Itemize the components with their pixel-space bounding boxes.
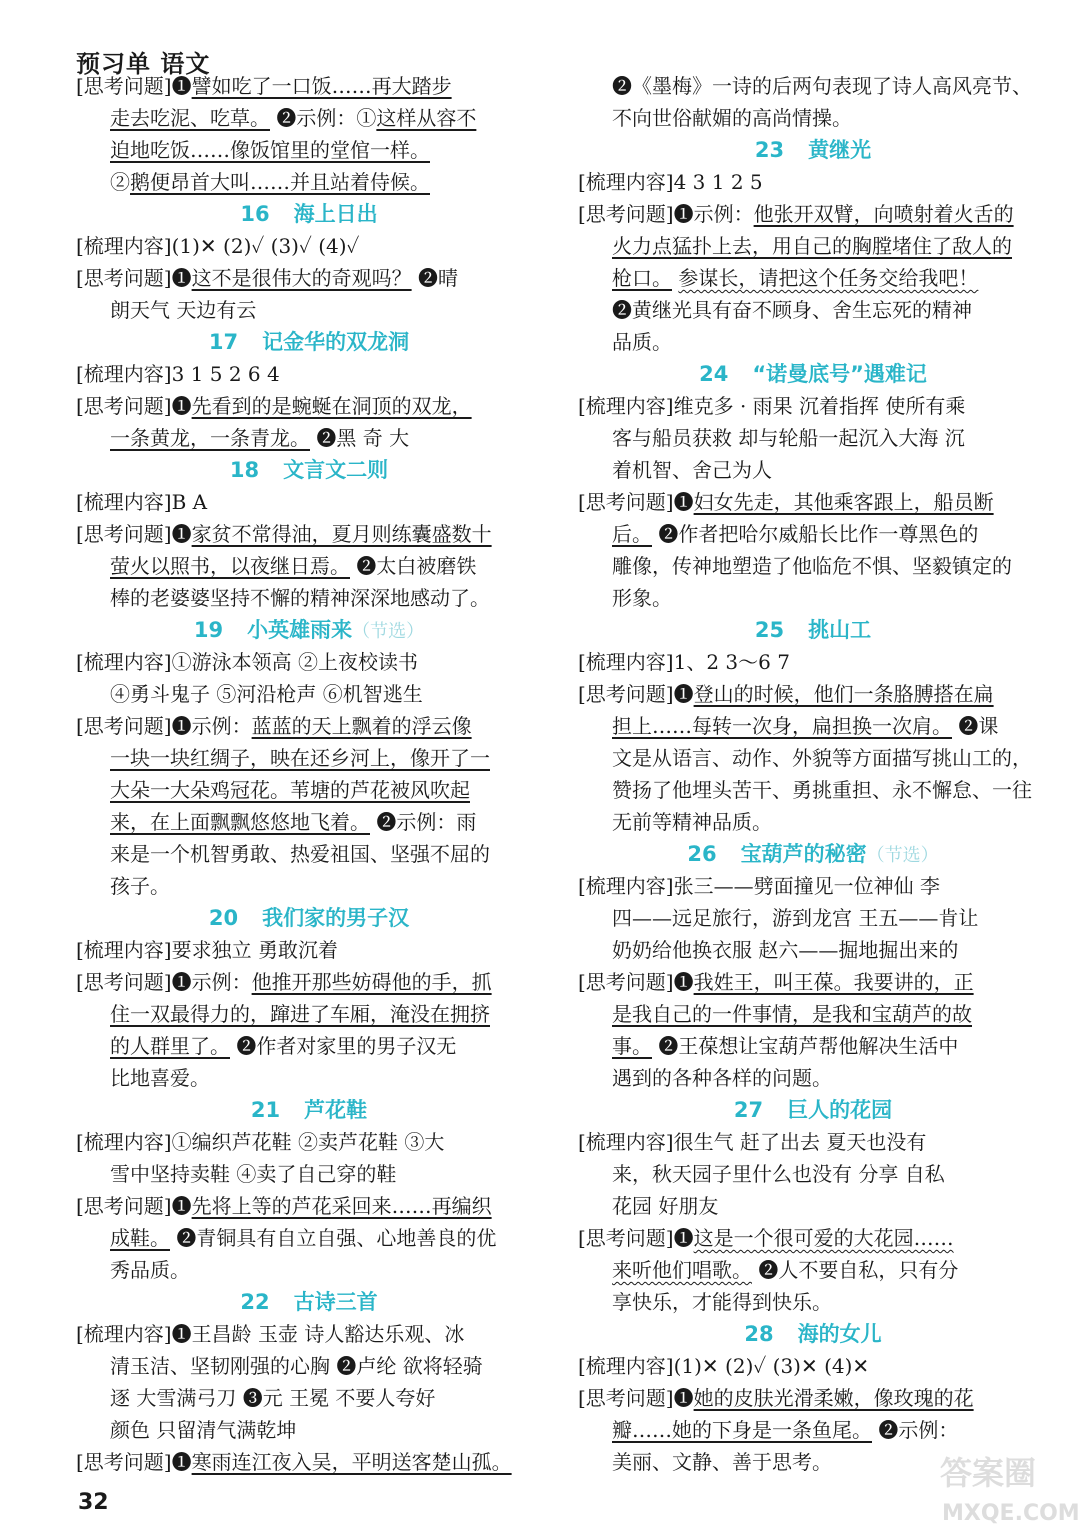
watermark-logo <box>932 1442 1082 1532</box>
wavy-underlined-text: 这是一个很可爱的大花园…… <box>693 1226 954 1250</box>
answer-line <box>578 870 1048 902</box>
underlined-text: 成鞋。 <box>110 1226 170 1250</box>
answer-text: ❷太白被磨铁 <box>350 554 477 578</box>
answer-text: ❷青铜具有自立自强、心地善良的优 <box>170 1226 497 1250</box>
answer-line <box>76 710 542 742</box>
answer-text: ② <box>110 170 130 194</box>
answer-line <box>578 774 1048 806</box>
underlined-text: 我姓王，叫王葆。我要讲的，正 <box>693 970 974 994</box>
answer-line <box>76 1190 542 1222</box>
underlined-text: 的人群里了。 <box>110 1034 230 1058</box>
lesson-title <box>76 902 542 934</box>
lesson-name: 挑山工 <box>808 618 872 642</box>
answer-text: [思考问题]❶ <box>76 74 192 98</box>
answer-text: 奶奶给他换衣服 赵六——掘地掘出来的 <box>612 938 959 962</box>
lesson-number: 27 <box>733 1098 764 1122</box>
answer-line <box>76 774 542 806</box>
answer-text: [梳理内容]B A <box>76 490 208 514</box>
answer-text: 品质。 <box>612 330 672 354</box>
lesson-title <box>578 1094 1048 1126</box>
answer-line <box>76 742 542 774</box>
underlined-text: 登山的时候，他们一条胳膊搭在扁 <box>693 682 994 706</box>
answer-text: [梳理内容]很生气 赶了出去 夏天也没有 <box>578 1130 927 1154</box>
answer-text: 秀品质。 <box>110 1258 190 1282</box>
answer-line <box>578 806 1048 838</box>
answer-text: [思考问题]❶示例： <box>578 202 754 226</box>
answer-text: [梳理内容]维克多 · 雨果 沉着指挥 使所有乘 <box>578 394 966 418</box>
answer-text: [梳理内容]①游泳本领高 ②上夜校读书 <box>76 650 418 674</box>
answer-line <box>76 166 542 198</box>
lesson-subtitle: （节选） <box>352 621 425 642</box>
lesson-title <box>76 326 542 358</box>
answer-line <box>76 934 542 966</box>
lesson-name: 芦花鞋 <box>304 1098 368 1122</box>
answer-line <box>76 262 542 294</box>
underlined-text: 瓣……她的下身是一条鱼尾。 <box>612 1418 872 1442</box>
answer-line <box>76 550 542 582</box>
lesson-title <box>76 1094 542 1126</box>
answer-text: 文是从语言、动作、外貌等方面描写挑山工的， <box>612 746 1032 770</box>
answer-text: 朗天气 天边有云 <box>110 298 257 322</box>
answer-text: [思考问题]❶ <box>76 1450 192 1474</box>
answer-line <box>76 294 542 326</box>
underlined-text: 这不是很伟大的奇观吗？ <box>191 266 412 290</box>
answer-line <box>578 326 1048 358</box>
answer-line <box>76 358 542 390</box>
answer-text: 花园 好朋友 <box>612 1194 719 1218</box>
answer-text: 遇到的各种各样的问题。 <box>612 1066 832 1090</box>
answer-text: [思考问题]❶ <box>578 1386 694 1410</box>
lesson-subtitle: （节选） <box>866 845 939 866</box>
answer-line <box>578 390 1048 422</box>
answer-line <box>76 1062 542 1094</box>
answer-text: 来是一个机智勇敢、热爱祖国、坚强不屈的 <box>110 842 490 866</box>
answer-text: ❷示例：雨 <box>370 810 477 834</box>
answer-text: ❷作者对家里的男子汉无 <box>230 1034 457 1058</box>
answer-line <box>578 550 1048 582</box>
answer-line <box>578 1382 1048 1414</box>
answer-text: [梳理内容]1、2 3～6 7 <box>578 650 790 674</box>
lesson-name: 黄继光 <box>808 138 872 162</box>
answer-text: 雕像，传神地塑造了他临危不惧、坚毅镇定的 <box>612 554 1012 578</box>
answer-text: [梳理内容]①编织芦花鞋 ②卖芦花鞋 ③大 <box>76 1130 445 1154</box>
answer-text: ❷黑 奇 大 <box>310 426 410 450</box>
lesson-title <box>76 1286 542 1318</box>
underlined-text: 大朵一大朵鸡冠花。苇塘的芦花被风吹起 <box>110 778 470 802</box>
lesson-title <box>578 614 1048 646</box>
answer-text: [梳理内容](1)✕ (2)✓ (3)✕ (4)✕ <box>578 1354 870 1378</box>
answer-line <box>76 1222 542 1254</box>
answer-line <box>578 102 1048 134</box>
lesson-title <box>76 198 542 230</box>
underlined-text: 先将上等的芦花采回来……再编织 <box>191 1194 492 1218</box>
wavy-underlined-text: 来听他们唱歌。 <box>612 1258 752 1282</box>
answer-line <box>76 646 542 678</box>
answer-text: 逐 大雪满弓刀 ❸元 王冕 不要人夸好 <box>110 1386 436 1410</box>
answer-text: ❷晴 <box>411 266 458 290</box>
answer-line <box>76 230 542 262</box>
answer-text: ❷课 <box>952 714 999 738</box>
lesson-name: 我们家的男子汉 <box>262 906 410 930</box>
underlined-text: 萤火以照书，以夜继日焉。 <box>110 554 350 578</box>
right-column <box>578 70 1048 1478</box>
answer-line <box>578 1126 1048 1158</box>
answer-text: ❷人不要自私，只有分 <box>752 1258 959 1282</box>
lesson-name: 巨人的花园 <box>787 1098 893 1122</box>
answer-line <box>76 134 542 166</box>
lesson-number: 18 <box>229 458 260 482</box>
answer-line <box>578 646 1048 678</box>
svg-text:答案圈: 答案圈 <box>940 1454 1037 1492</box>
underlined-text: 住一双最得力的，蹿进了车厢，淹没在拥挤 <box>110 1002 490 1026</box>
answer-line <box>578 1350 1048 1382</box>
lesson-number: 21 <box>250 1098 281 1122</box>
answer-text: [思考问题]❶ <box>76 522 192 546</box>
lesson-number: 25 <box>754 618 785 642</box>
answer-line <box>76 518 542 550</box>
underlined-text: 她的皮肤光滑柔嫩，像玫瑰的花 <box>693 1386 974 1410</box>
lesson-name: 海上日出 <box>293 202 378 226</box>
answer-line <box>76 1414 542 1446</box>
answer-line <box>76 422 542 454</box>
answer-text: ❷王葆想让宝葫芦帮他解决生活中 <box>652 1034 959 1058</box>
answer-line <box>578 422 1048 454</box>
page-number: 32 <box>78 1490 109 1515</box>
answer-line <box>76 390 542 422</box>
underlined-text: 这样从容不 <box>376 106 477 130</box>
lesson-number: 28 <box>744 1322 774 1346</box>
answer-line <box>578 454 1048 486</box>
answer-text: [思考问题]❶ <box>578 682 694 706</box>
underlined-text: 走去吃泥、吃草。 <box>110 106 270 130</box>
page-header: 预习单 语文 <box>76 50 211 78</box>
lesson-title <box>76 454 542 486</box>
underlined-text: 一块一块红绸子，映在还乡河上，像开了一 <box>110 746 490 770</box>
lesson-name: 文言文二则 <box>283 458 389 482</box>
answer-line <box>578 742 1048 774</box>
answer-text: 享快乐，才能得到快乐。 <box>612 1290 832 1314</box>
answer-line <box>76 1030 542 1062</box>
answer-text: [梳理内容]4 3 1 2 5 <box>578 170 763 194</box>
answer-line <box>76 870 542 902</box>
answer-line <box>76 1350 542 1382</box>
answer-text: [梳理内容]3 1 5 2 6 4 <box>76 362 280 386</box>
answer-line <box>76 1254 542 1286</box>
underlined-text: 事。 <box>612 1034 652 1058</box>
answer-line <box>578 582 1048 614</box>
lesson-title <box>578 358 1048 390</box>
answer-line <box>578 934 1048 966</box>
underlined-text: 妇女先走，其他乘客跟上，船员断 <box>693 490 994 514</box>
answer-line <box>578 70 1048 102</box>
answer-text: 着机智、舍己为人 <box>612 458 772 482</box>
answer-text: 四——远足旅行，游到龙宫 王五——肯让 <box>612 906 979 930</box>
answer-line <box>578 198 1048 230</box>
answer-text: 不向世俗献媚的高尚情操。 <box>612 106 852 130</box>
answer-line <box>578 902 1048 934</box>
answer-line <box>76 966 542 998</box>
answer-line <box>76 1126 542 1158</box>
answer-line <box>76 486 542 518</box>
answer-text: ❷示例：① <box>270 106 377 130</box>
answer-text: [思考问题]❶ <box>76 394 192 418</box>
answer-text: 清玉洁、坚韧刚强的心胸 ❷卢纶 欲将轻骑 <box>110 1354 483 1378</box>
answer-line <box>76 1318 542 1350</box>
answer-text: 雪中坚持卖鞋 ④卖了自己穿的鞋 <box>110 1162 397 1186</box>
lesson-name: 记金华的双龙洞 <box>262 330 410 354</box>
answer-text: [思考问题]❶ <box>578 1226 694 1250</box>
answer-text: [思考问题]❶ <box>578 970 694 994</box>
answer-text: 赞扬了他埋头苦干、勇挑重担、永不懈怠、一往 <box>612 778 1032 802</box>
underlined-text: 寒雨连江夜入吴，平明送客楚山孤。 <box>191 1450 512 1474</box>
answer-line <box>76 1382 542 1414</box>
answer-line <box>76 102 542 134</box>
answer-text: 无前等精神品质。 <box>612 810 772 834</box>
lesson-number: 16 <box>240 202 270 226</box>
answer-line <box>578 1222 1048 1254</box>
underlined-text: 先看到的是蜿蜒在洞顶的双龙， <box>191 394 472 418</box>
answer-text: 形象。 <box>612 586 672 610</box>
lesson-number: 17 <box>208 330 239 354</box>
underlined-text: 来，在上面飘飘悠悠地飞着。 <box>110 810 370 834</box>
answer-text: [思考问题]❶示例： <box>76 970 252 994</box>
lesson-number: 26 <box>687 842 717 866</box>
answer-line <box>76 838 542 870</box>
answer-line <box>578 1254 1048 1286</box>
answer-text: [思考问题]❶ <box>76 266 192 290</box>
answer-text: 美丽、文静、善于思考。 <box>612 1450 832 1474</box>
underlined-text: 一条黄龙，一条青龙。 <box>110 426 310 450</box>
answer-line <box>578 166 1048 198</box>
answer-line <box>578 1062 1048 1094</box>
answer-text: [思考问题]❶ <box>578 490 694 514</box>
underlined-text: 他推开那些妨碍他的手，抓 <box>251 970 492 994</box>
answer-line <box>578 262 1048 294</box>
left-column <box>76 70 542 1478</box>
answer-line <box>578 966 1048 998</box>
answer-line <box>76 70 542 102</box>
answer-line <box>76 678 542 710</box>
answer-text: [梳理内容](1)✕ (2)✓ (3)✓ (4)✓ <box>76 234 360 258</box>
lesson-name: 古诗三首 <box>293 1290 378 1314</box>
answer-text: ❷作者把哈尔威船长比作一尊黑色的 <box>652 522 979 546</box>
underlined-text: 他张开双臂，向喷射着火舌的 <box>753 202 1014 226</box>
answer-line <box>578 486 1048 518</box>
answer-line <box>578 518 1048 550</box>
lesson-number: 22 <box>240 1290 270 1314</box>
answer-text: [思考问题]❶ <box>76 1194 192 1218</box>
underlined-text: 枪口。 <box>612 266 672 290</box>
answer-text: ❷示例： <box>872 1418 959 1442</box>
answer-text: [梳理内容]要求独立 勇敢沉着 <box>76 938 338 962</box>
answer-text: [梳理内容]张三——劈面撞见一位神仙 李 <box>578 874 940 898</box>
answer-text: 棒的老婆婆坚持不懈的精神深深地感动了。 <box>110 586 490 610</box>
answer-text: ❷《墨梅》一诗的后两句表现了诗人高风亮节、 <box>612 74 1032 98</box>
answer-line <box>578 998 1048 1030</box>
answer-text: 颜色 只留清气满乾坤 <box>110 1418 297 1442</box>
lesson-name: “诺曼底号”遇难记 <box>752 362 927 386</box>
answer-line <box>76 998 542 1030</box>
answer-line <box>76 1158 542 1190</box>
lesson-title <box>578 1318 1048 1350</box>
lesson-number: 24 <box>699 362 729 386</box>
wavy-underlined-text: 参谋长，请把这个任务交给我吧！ <box>678 266 979 290</box>
underlined-text: 是我自己的一件事情，是我和宝葫芦的故 <box>612 1002 972 1026</box>
lesson-name: 宝葫芦的秘密 <box>740 842 867 866</box>
answer-text: 比地喜爱。 <box>110 1066 210 1090</box>
underlined-text: 火力点猛扑上去，用自己的胸膛堵住了敌人的 <box>612 234 1012 258</box>
answer-line <box>578 1286 1048 1318</box>
answer-line <box>578 1158 1048 1190</box>
answer-line <box>578 1030 1048 1062</box>
answer-line <box>578 230 1048 262</box>
lesson-title <box>76 614 542 646</box>
answer-line <box>76 1446 542 1478</box>
underlined-text: 担上……每转一次身，扁担换一次肩。 <box>612 714 952 738</box>
answer-line <box>578 678 1048 710</box>
answer-text: [梳理内容]❶王昌龄 玉壶 诗人豁达乐观、冰 <box>76 1322 465 1346</box>
answer-text: ❷黄继光具有奋不顾身、舍生忘死的精神 <box>612 298 972 322</box>
underlined-text: 后。 <box>612 522 652 546</box>
underlined-text: 譬如吃了一口饭……再大踏步 <box>191 74 452 98</box>
answer-text: [思考问题]❶示例： <box>76 714 252 738</box>
answer-line <box>76 582 542 614</box>
lesson-title <box>578 838 1048 870</box>
lesson-number: 23 <box>754 138 785 162</box>
answer-line <box>578 1190 1048 1222</box>
lesson-name: 小英雄雨来 <box>247 618 353 642</box>
lesson-number: 20 <box>208 906 239 930</box>
lesson-title <box>578 134 1048 166</box>
answer-text: 孩子。 <box>110 874 170 898</box>
answer-line <box>578 294 1048 326</box>
underlined-text: 蓝蓝的天上飘着的浮云像 <box>251 714 472 738</box>
lesson-name: 海的女儿 <box>797 1322 882 1346</box>
answer-text: 客与船员获救 却与轮船一起沉入大海 沉 <box>612 426 965 450</box>
underlined-text: 家贫不常得油，夏月则练囊盛数十 <box>191 522 492 546</box>
answer-line <box>578 710 1048 742</box>
underlined-text: 鹅便昂首大叫……并且站着侍候。 <box>130 170 430 194</box>
svg-text:MXQE.COM: MXQE.COM <box>942 1501 1080 1526</box>
lesson-number: 19 <box>193 618 224 642</box>
answer-line <box>76 806 542 838</box>
underlined-text: 迫地吃饭……像饭馆里的堂倌一样。 <box>110 138 430 162</box>
answer-text: 来，秋天园子里什么也没有 分享 自私 <box>612 1162 945 1186</box>
answer-text: ④勇斗鬼子 ⑤河沿枪声 ⑥机智逃生 <box>110 682 423 706</box>
